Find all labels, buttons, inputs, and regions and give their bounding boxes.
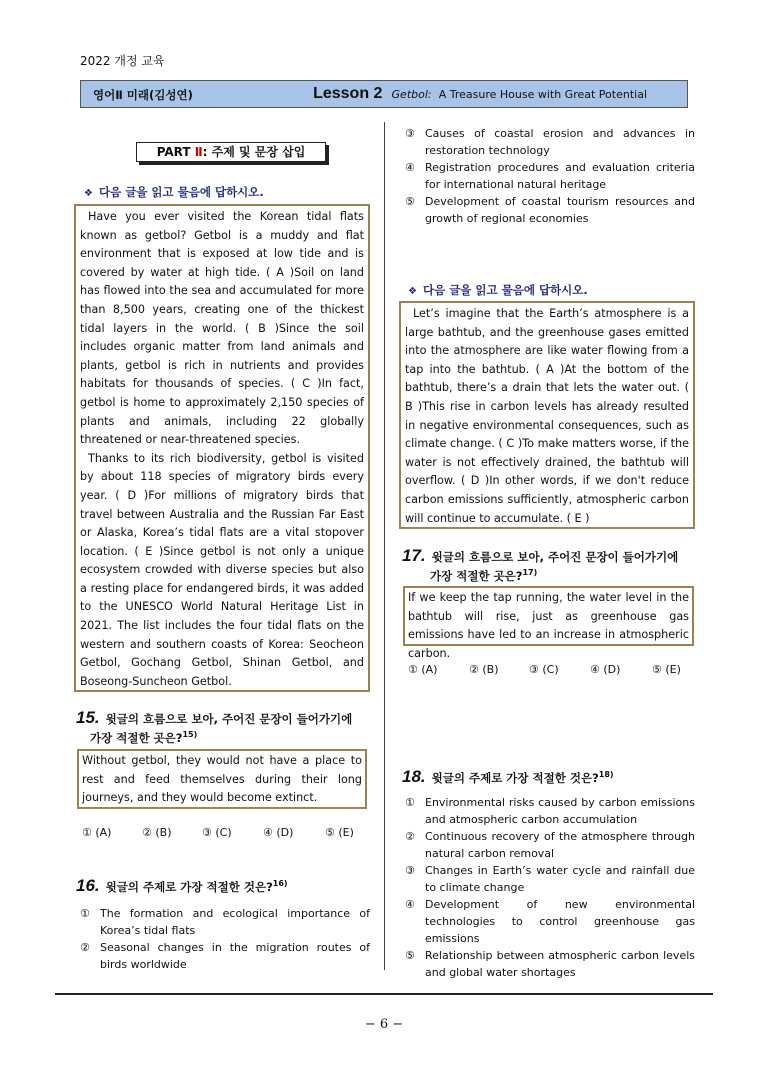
lesson-header bbox=[80, 80, 688, 108]
passage-paragraph: Let’s imagine that the Earth’s atmosphere is a large bathtub, and the greenhouse gases emitted into the atmosphere are like water flowing from a tap into the bathtub. ( A )At the bottom of the bathtub, there’s a drain that lets the water out. ( B )This rise in carbon levels has already resulted in negative environmental consequences, such as climate change. ( C )To make matters worse, if the water is not effectively drained, the bathtub will overflow. ( D )In other words, if we don't reduce carbon emissions sufficiently, atmospheric carbon will continue to accumulate. ( E ) bbox=[405, 307, 689, 525]
part-roman-numeral: Ⅱ bbox=[194, 145, 203, 159]
question-number: 16. bbox=[76, 876, 100, 895]
textbook-label: 영어Ⅱ 미래(김성연) bbox=[93, 88, 193, 102]
choice-b[interactable]: ② (B) bbox=[142, 826, 172, 839]
question-17 bbox=[402, 546, 702, 584]
instruction-text: 다음 글을 읽고 물음에 답하시오. bbox=[422, 283, 588, 297]
diamond-bullet-icon: ❖ bbox=[408, 286, 417, 297]
column-divider bbox=[384, 122, 385, 970]
options-16-left bbox=[80, 905, 370, 973]
question-text: 윗글의 주제로 가장 적절한 것은? bbox=[431, 771, 599, 785]
getbol-passage bbox=[74, 204, 370, 692]
question-text-line2: 가장 적절한 곳은? bbox=[430, 569, 523, 583]
part-prefix: PART bbox=[156, 145, 195, 159]
footnote-marker: 15) bbox=[182, 730, 198, 740]
part-heading bbox=[136, 142, 326, 162]
options-18 bbox=[405, 794, 695, 981]
atmosphere-passage bbox=[399, 301, 695, 529]
diamond-bullet-icon: ❖ bbox=[84, 188, 93, 199]
lesson-subtitle: A Treasure House with Great Potential bbox=[438, 88, 647, 101]
question-15 bbox=[76, 708, 376, 746]
question-text-line1: 윗글의 흐름으로 보아, 주어진 문장이 들어가기에 bbox=[431, 550, 679, 564]
instruction-text: 다음 글을 읽고 물음에 답하시오. bbox=[98, 185, 264, 199]
choice-a[interactable]: ① (A) bbox=[408, 663, 438, 676]
footnote-marker: 17) bbox=[522, 568, 538, 578]
option-18-3[interactable]: ③ Changes in Earth’s water cycle and rainfall due to climate change bbox=[405, 864, 695, 894]
footnote-marker: 16) bbox=[272, 879, 288, 889]
part-title: : 주제 및 문장 삽입 bbox=[202, 145, 306, 159]
choice-c[interactable]: ③ (C) bbox=[202, 826, 232, 839]
passage-paragraph-1: Have you ever visited the Korean tidal flats known as getbol? Getbol is a muddy and flat environment that is exposed at low tide and is covered by water at high tide. ( A )Soil on land has flowed into the sea and accumulated for more than 8,500 years, creating one of the thickest tidal layers in the world. ( B )Since the soil includes organic matter from land animals and plants, getbol is rich in nutrients and provides habitats for thousands of species. ( C )In fact, getbol is home to approximately 2,150 species of plants and animals, including 22 globally threatened or near-threatened species. bbox=[80, 210, 364, 447]
question-18 bbox=[402, 767, 702, 787]
question-text-line2: 가장 적절한 곳은? bbox=[90, 731, 183, 745]
option-16-5[interactable]: ⑤ Development of coastal tourism resources and growth of regional economies bbox=[405, 195, 695, 225]
option-16-4[interactable]: ④ Registration procedures and evaluation criteria for international natural heritage bbox=[405, 161, 695, 191]
answer-choices-15 bbox=[82, 826, 375, 839]
lesson-subtitle-italic: Getbol: bbox=[391, 88, 432, 101]
option-18-1[interactable]: ① Environmental risks caused by carbon emissions and atmospheric carbon accumulation bbox=[405, 796, 695, 826]
option-16-1[interactable]: ① The formation and ecological importance of Korea’s tidal flats bbox=[80, 907, 370, 937]
question-number: 18. bbox=[402, 767, 426, 786]
question-text: 윗글의 주제로 가장 적절한 것은? bbox=[105, 880, 273, 894]
instruction-right bbox=[408, 282, 588, 298]
answer-choices-17 bbox=[408, 663, 702, 676]
given-sentence-box-17: If we keep the tap running, the water level in the bathtub will rise, just as greenhouse gas emissions have led to an increase in atmospheric carbon. bbox=[403, 586, 694, 646]
question-16 bbox=[76, 876, 376, 896]
choice-e[interactable]: ⑤ (E) bbox=[652, 663, 681, 676]
option-16-3[interactable]: ③ Causes of coastal erosion and advances in restoration technology bbox=[405, 127, 695, 157]
choice-a[interactable]: ① (A) bbox=[82, 826, 112, 839]
option-18-5[interactable]: ⑤ Relationship between atmospheric carbon levels and global water shortages bbox=[405, 949, 695, 979]
document-series-label: 2022 개정 교육 bbox=[80, 54, 165, 68]
question-number: 15. bbox=[76, 708, 100, 727]
choice-c[interactable]: ③ (C) bbox=[529, 663, 559, 676]
lesson-number: Lesson 2 bbox=[313, 85, 383, 102]
page-number: − 6 − bbox=[364, 1017, 404, 1032]
passage-paragraph-2: Thanks to its rich biodiversity, getbol is visited by about 118 species of migratory birds every year. ( D )For millions of migratory birds that travel between Australia and the Russian Far East or Alaska, Korea’s tidal flats are a vital stopover location. ( E )Since getbol is not only a unique ecosystem crowded with diverse species but also a resting place for endangered birds, it was added to the UNESCO World Natural Heritage List in 2021. The list includes the four tidal flats on the western and southern coasts of Korea: Seocheon Getbol, Gochang Getbol, Shinan Getbol, and Boseong-Suncheon Getbol. bbox=[80, 451, 364, 688]
lesson-title bbox=[313, 83, 647, 103]
given-sentence-box-15: Without getbol, they would not have a place to rest and feed themselves during their long journeys, and they would become extinct. bbox=[77, 749, 367, 809]
option-16-2[interactable]: ② Seasonal changes in the migration routes of birds worldwide bbox=[80, 941, 370, 971]
choice-e[interactable]: ⑤ (E) bbox=[325, 826, 354, 839]
choice-b[interactable]: ② (B) bbox=[469, 663, 499, 676]
question-text-line1: 윗글의 흐름으로 보아, 주어진 문장이 들어가기에 bbox=[105, 712, 353, 726]
instruction-left bbox=[84, 184, 264, 200]
choice-d[interactable]: ④ (D) bbox=[590, 663, 621, 676]
footer-divider bbox=[55, 993, 713, 995]
choice-d[interactable]: ④ (D) bbox=[263, 826, 294, 839]
footnote-marker: 18) bbox=[598, 770, 614, 780]
option-18-2[interactable]: ② Continuous recovery of the atmosphere through natural carbon removal bbox=[405, 830, 695, 860]
options-16-right bbox=[405, 125, 695, 227]
question-number: 17. bbox=[402, 546, 426, 565]
option-18-4[interactable]: ④ Development of new environmental technologies to control greenhouse gas emissions bbox=[405, 898, 695, 945]
